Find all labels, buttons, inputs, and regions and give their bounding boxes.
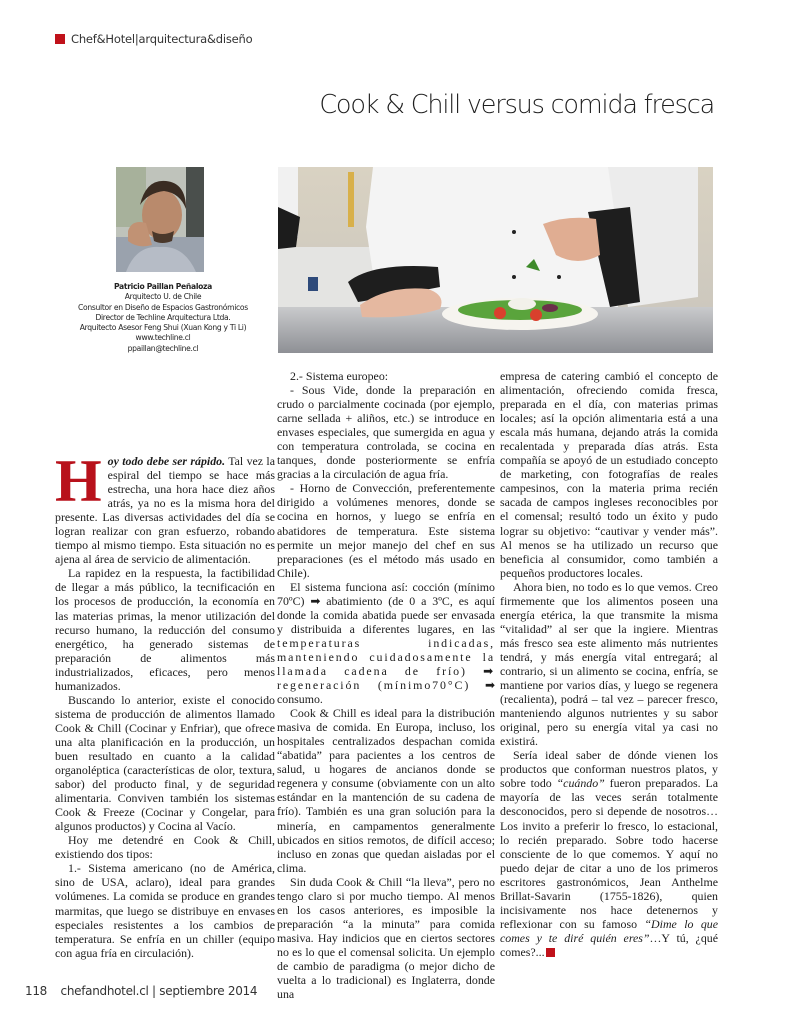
- author-credential: Director de Techline Arquitectura Ltda.: [95, 312, 231, 322]
- article-lead: oy todo debe ser rápido.: [107, 454, 226, 468]
- article-paragraph: Cook & Chill es ideal para la distribución masiva de comida. En Europa, incluso, los hospitales centralizados despachan comida “abatida” para pacientes a los centros de salud, u hogares de ancianos donde se regenera y consume (obviamente con un alto estándar en la mantención de su cadena de frío). También es una gran solución para la minería, en campamentos generalmente ubicados en sitios remotos, de difícil acceso; incluso en zonas que quedan aisladas por el clima.: [277, 706, 495, 875]
- article-paragraph: 2.- Sistema europeo:: [290, 369, 389, 383]
- author-email: ppaillan@techline.cl: [127, 343, 199, 353]
- author-website: www.techline.cl: [135, 333, 191, 343]
- page-footer: [25, 984, 257, 998]
- section-header: [55, 32, 252, 46]
- author-portrait-photo: [116, 167, 204, 272]
- article-column-3: [500, 369, 718, 959]
- article-paragraph: 1.- Sistema americano (no de América, sino de USA, aclaro), ideal para grandes volúmenes. La comida se produce en grandes marmitas, que luego se distribuye en envases especiales resistentes a los cambios de temperatura. Se enfría en un chiller (equipo con agua fría en circulación).: [55, 861, 275, 960]
- chef-plating-salad-photo: [278, 167, 713, 353]
- article-paragraph: El sistema funciona así: cocción (mínimo 70ºC) ➡ abatimiento (de 0 a 3ºC, es aquí donde la comida abatida puede ser envasada y distribuida a diferentes lugares, en las temperaturas indicadas, manteniendo cuidadosamente la llamada cadena de frío) ➡ regeneración (mínimo70°C) ➡ consumo.: [277, 579, 496, 707]
- article-paragraph: Sería ideal saber de dónde vienen los productos que conforman nuestros platos, y sobre todo “cuándo” fueron preparados. La mayoría de las veces serán totalmente desconocidos, pero si depende de nosotros…Los invito a preferir lo fresco, lo estacional, lo recién preparado. Sobre todo hacerse consciente de lo que comemos. Y aquí no puedo dejar de citar a uno de los primeros escritores gastronómicos, Jean Anthelme Brillat-Savarin (1755-1826), quien incisivamente nos hace detenernos y reflexionar con su famoso “Dime lo que comes y te diré quién eres”…Y tú, ¿qué comes?...: [500, 748, 718, 959]
- drop-cap: H: [55, 448, 102, 514]
- article-paragraph: empresa de catering cambió el concepto de alimentación, ofreciendo comida fresca, preparada en el día, con materias primas locales; así la opción alimentaria está a una escala más humana, dejando atrás la comida recalentada y preparada días atrás. Esta compañía se apoyó de un estudiado concepto de marketing, con fotografías de reales campesinos, con la materia prima recién sacada de campos ingleses reconocibles por el comensal; resultó todo un éxito y pudo lograr su objetivo: “cautivar y vender más”. Al menos se ha utilizado un recurso que beneficia al consumidor, como también a pequeños productores locales.: [500, 369, 718, 580]
- page-number: 118: [25, 984, 48, 998]
- author-credential: Arquitecto Asesor Feng Shui (Xuan Kong y Ti Li): [79, 323, 247, 333]
- article-column-1: [55, 448, 275, 960]
- red-square-icon: [55, 34, 65, 44]
- section-label: Chef&Hotel|arquitectura&diseño: [71, 32, 253, 46]
- brillat-savarin-quote: “Dime lo que comes y te diré quién eres”: [500, 916, 718, 945]
- author-credential: Arquitecto U. de Chile: [124, 292, 202, 302]
- article-paragraph: Hoy me detendré en Cook & Chill, existiendo dos tipos:: [55, 833, 275, 862]
- article-paragraph: Buscando lo anterior, existe el conocido sistema de producción de alimentos llamado Cook & Chill (Cocinar y Enfriar), que ofrece una alta planificación en la producción, un buen resultado en cuanto a la calidad organoléptica (características de olor, textura, sabor) del producto final, y de seguridad alimentaria. Conviven también los sistemas Cook & Freeze (Cocinar y Congelar, para algunos productos) y Cocina al Vacío.: [55, 692, 275, 834]
- publication-info: chefandhotel.cl | septiembre 2014: [60, 984, 258, 998]
- article-paragraph: Hoy todo debe ser rápido. Tal vez la espiral del tiempo se hace más estrecha, una hora hace diez años atrás, ya no es la misma hora del presente. Las diversas actividades del día se logran realizar con gran esfuerzo, robando tiempo al mismo tiempo. Esta situación no es ajena al área de servicio de alimentación.: [55, 448, 275, 567]
- article-paragraph: - Sous Vide, donde la preparación en crudo o parcialmente cocinada (por ejemplo, carne sellada + aliños, etc.) se introduce en envases especiales, que sumergida en agua y con temperatura controlada, se cocina en tanques, donde posteriormente se enfría gracias a la circulación de agua fría.: [277, 383, 495, 482]
- author-credential: Consultor en Diseño de Espacios Gastronómicos: [78, 302, 248, 312]
- article-paragraph: - Horno de Convección, preferentemente dirigido a volúmenes menores, donde se cocina en hornos, y luego se enfría en abatidores de temperatura. Este sistema permite un mejor manejo del chef en sus preparaciones (es el método más usado en Chile).: [277, 481, 495, 580]
- article-paragraph: La rapidez en la respuesta, la factibilidad de llegar a más público, la tecnificación en los procesos de producción, la economía en las materias primas, la menor utilización del recurso humano, la reducción del consumo energético, ha generado sistemas de preparación de alimentos más industrializados, eficaces, pero menos humanizados.: [55, 566, 275, 693]
- author-bio: [52, 282, 274, 354]
- article-title: Cook & Chill versus comida fresca: [319, 90, 714, 120]
- author-name: Patricio Paillan Peñaloza: [113, 282, 212, 291]
- end-of-article-icon: [546, 948, 555, 957]
- article-column-2: [277, 369, 495, 1001]
- article-paragraph: Ahora bien, no todo es lo que vemos. Creo firmemente que los alimentos poseen una energía etérica, la que transmite la misma “vitalidad” al ser que la ingiere. Mientras más fresco sea este alimento más nutrientes tendrá, y más energía vital entregará; al contrario, si un alimento se cocina, enfría, se mantiene por varios días, y luego se regenera (recalienta), podrá – tal vez – parecer fresco, manteniendo algunos nutrientes y su sabor original, pero su energía vital ya casi no existirá.: [500, 579, 718, 749]
- article-paragraph: Sin duda Cook & Chill “la lleva”, pero no tengo claro si por mucho tiempo. Al menos en los casos anteriores, es imposible la preparación “a la minuta” para comida masiva. Hay indicios que en ciertos sectores no es lo que el comensal solicita. Un ejemplo de cambio de paradigma (o mejor dicho de vuelta a lo tradicional) es Inglaterra, donde una: [277, 874, 495, 1002]
